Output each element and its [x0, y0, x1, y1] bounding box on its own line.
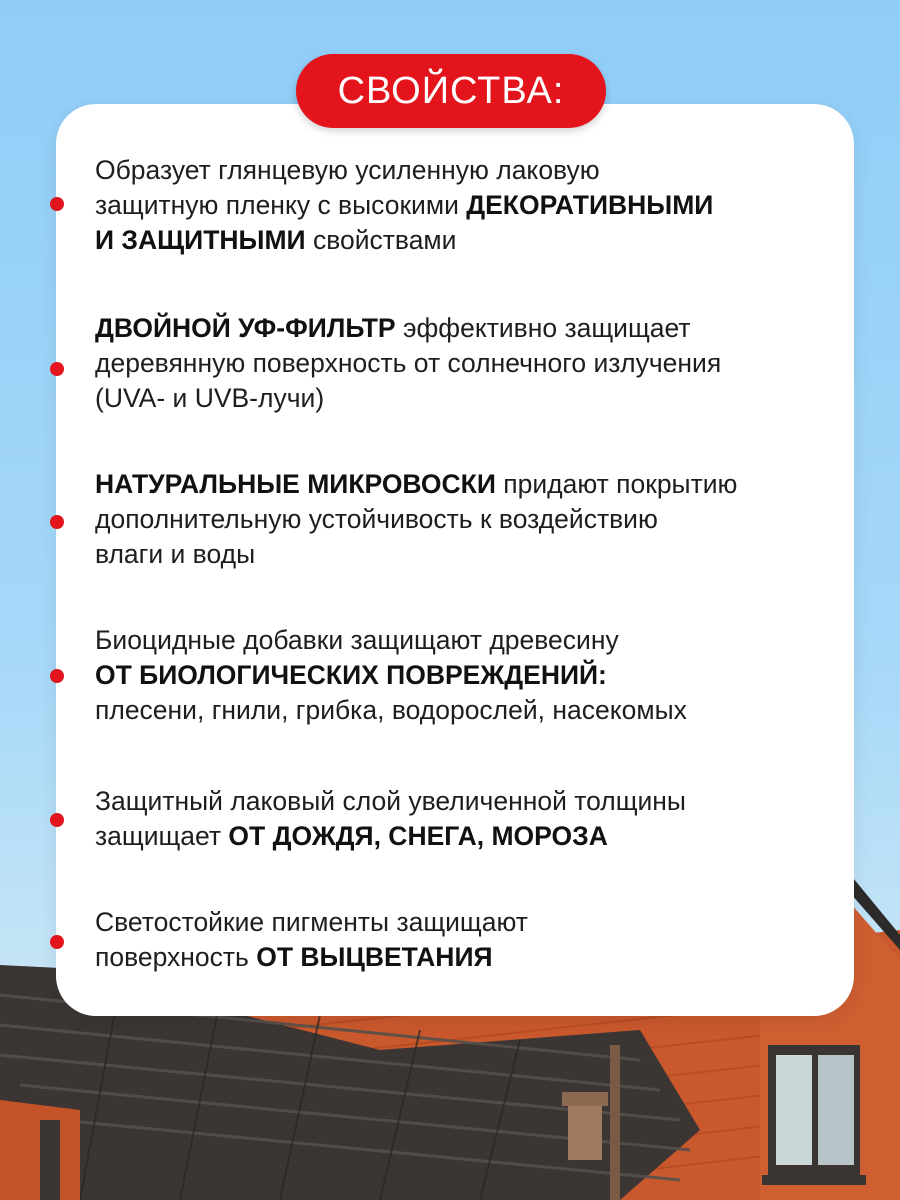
bullet-icon	[50, 813, 64, 827]
item-text: (UVA- и UVB-лучи)	[95, 383, 325, 413]
item-text: Образует глянцевую усиленную лаковую	[95, 155, 600, 185]
bullet-icon	[50, 935, 64, 949]
item-text: Защитный лаковый слой увеличенной толщины	[95, 786, 686, 816]
bullet-icon	[50, 197, 64, 211]
item-text: Светостойкие пигменты защищают	[95, 907, 528, 937]
item-text: дополнительную устойчивость к воздействию	[95, 504, 658, 534]
bullet-icon	[50, 669, 64, 683]
bullet-icon	[50, 515, 64, 529]
item-text: Биоцидные добавки защищают древесину	[95, 625, 619, 655]
bullet-icon	[50, 362, 64, 376]
item-text: влаги и воды	[95, 539, 256, 569]
item-text: деревянную поверхность от солнечного излучения	[95, 348, 722, 378]
properties-badge: СВОЙСТВА:	[296, 54, 606, 128]
item-text: плесени, гнили, грибка, водорослей, насекомых	[95, 695, 687, 725]
